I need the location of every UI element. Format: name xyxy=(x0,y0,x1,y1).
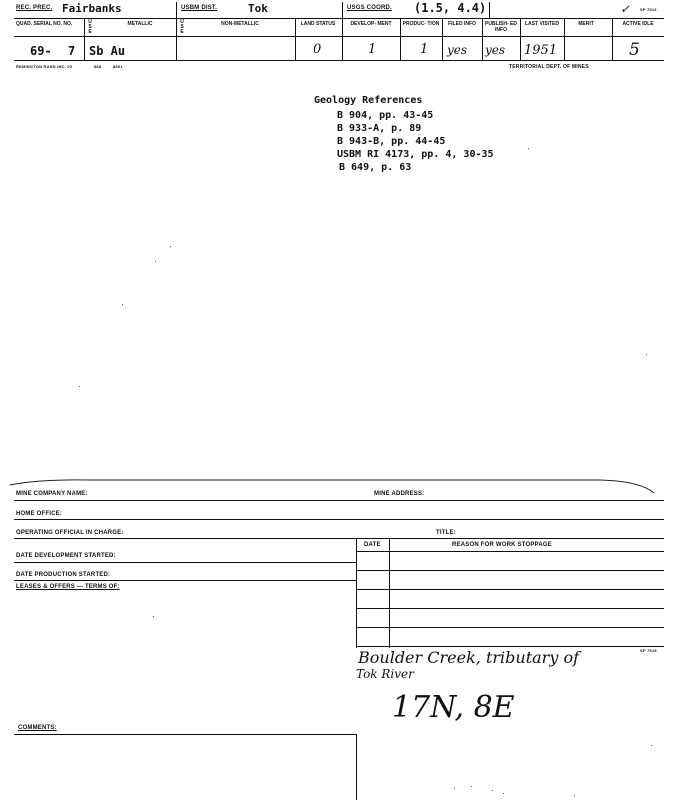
reference-line: B 649, p. 63 xyxy=(339,162,412,173)
col-nonmetallic: NON-METALLIC xyxy=(221,21,259,27)
mine-company-name-label: MINE COMPANY NAME: xyxy=(16,491,88,497)
department-mark: TERRITORIAL DEPT. OF MINES xyxy=(509,64,589,70)
form-number-bottom: SP 7915 xyxy=(640,648,657,653)
serial-value: 7 xyxy=(68,44,76,58)
rec-prec-value: Fairbanks xyxy=(62,2,122,15)
geology-heading: Geology References xyxy=(314,95,423,106)
col-land-status: LAND STATUS xyxy=(300,21,336,27)
rec-prec-label: REC. PREC. xyxy=(16,5,53,11)
comments-label: COMMENTS: xyxy=(18,725,57,731)
land-status-value: 0 xyxy=(313,42,322,57)
usgs-coord-value: (1.5, 4.4) xyxy=(414,1,487,15)
col-production: PRODUC- TION xyxy=(402,21,440,27)
quad-value: 69- xyxy=(30,44,52,58)
fold-curve xyxy=(0,475,678,500)
printer-code-2: 8801 xyxy=(113,64,123,69)
date-table-divider xyxy=(389,538,390,648)
date-table-left-rule xyxy=(356,538,357,648)
leases-label: LEASES & OFFERS — TERMS OF: xyxy=(16,584,120,590)
filed-info-value: yes xyxy=(447,43,468,57)
handwritten-location-line1: Boulder Creek, tributary of xyxy=(358,648,579,667)
home-office-label: HOME OFFICE: xyxy=(16,511,63,517)
comments-divider xyxy=(356,734,357,800)
reason-column-header: REASON FOR WORK STOPPAGE xyxy=(452,542,552,548)
operating-official-label: OPERATING OFFICIAL IN CHARGE: xyxy=(16,530,124,536)
reference-line: B 933-A, p. 89 xyxy=(337,123,422,134)
header-top-rule xyxy=(14,18,664,19)
date-development-label: DATE DEVELOPMENT STARTED: xyxy=(16,553,116,559)
usgs-coord-label: USGS COORD. xyxy=(347,5,392,11)
col-filed-info: FILED INFO xyxy=(448,21,476,27)
col-merit: MERIT xyxy=(578,21,594,27)
development-value: 1 xyxy=(368,42,377,57)
col-last-visited: LAST VISITED xyxy=(525,21,559,27)
header-values-rule xyxy=(14,36,664,37)
col-published-info: PUBLISH- ED INFO xyxy=(485,21,517,33)
check-mark-icon: ✓ xyxy=(620,2,631,16)
usbm-dist-label: USBM DIST. xyxy=(181,5,218,11)
usbm-dist-value: Tok xyxy=(248,2,268,15)
mine-address-label: MINE ADDRESS: xyxy=(374,491,425,497)
title-label: TITLE: xyxy=(436,530,456,536)
reference-line: USBM RI 4173, pp. 4, 30-35 xyxy=(337,149,494,160)
published-info-value: yes xyxy=(485,43,506,57)
col-nonmetallic-use: U S E xyxy=(180,19,184,35)
last-visited-value: 1951 xyxy=(524,43,558,58)
col-development: DEVELOP- MENT xyxy=(350,21,392,27)
active-idle-value: 5 xyxy=(629,40,640,60)
reference-line: B 943-B, pp. 44-45 xyxy=(337,136,446,147)
handwritten-location-line2: Tok River xyxy=(356,667,414,681)
date-column-header: DATE xyxy=(364,542,381,548)
reference-line: B 904, pp. 43-45 xyxy=(337,110,434,121)
form-number-top: SP 7914 xyxy=(640,7,657,12)
col-metallic: METALLIC xyxy=(127,21,153,27)
col-metallic-use: U S E xyxy=(88,19,92,35)
production-value: 1 xyxy=(420,42,429,57)
col-quad-serial: QUAD. SERIAL NO. NO. xyxy=(16,21,73,27)
col-active-idle: ACTIVE IDLE xyxy=(622,21,654,27)
handwritten-township: 17N, 8E xyxy=(392,690,515,725)
date-production-label: DATE PRODUCTION STARTED: xyxy=(16,572,111,578)
header-bottom-rule xyxy=(14,60,664,61)
printer-code-1: 888 xyxy=(94,64,102,69)
metallic-value: Sb Au xyxy=(89,44,126,58)
printer-mark: REMINGTON RAND INC. 20 xyxy=(16,64,73,69)
